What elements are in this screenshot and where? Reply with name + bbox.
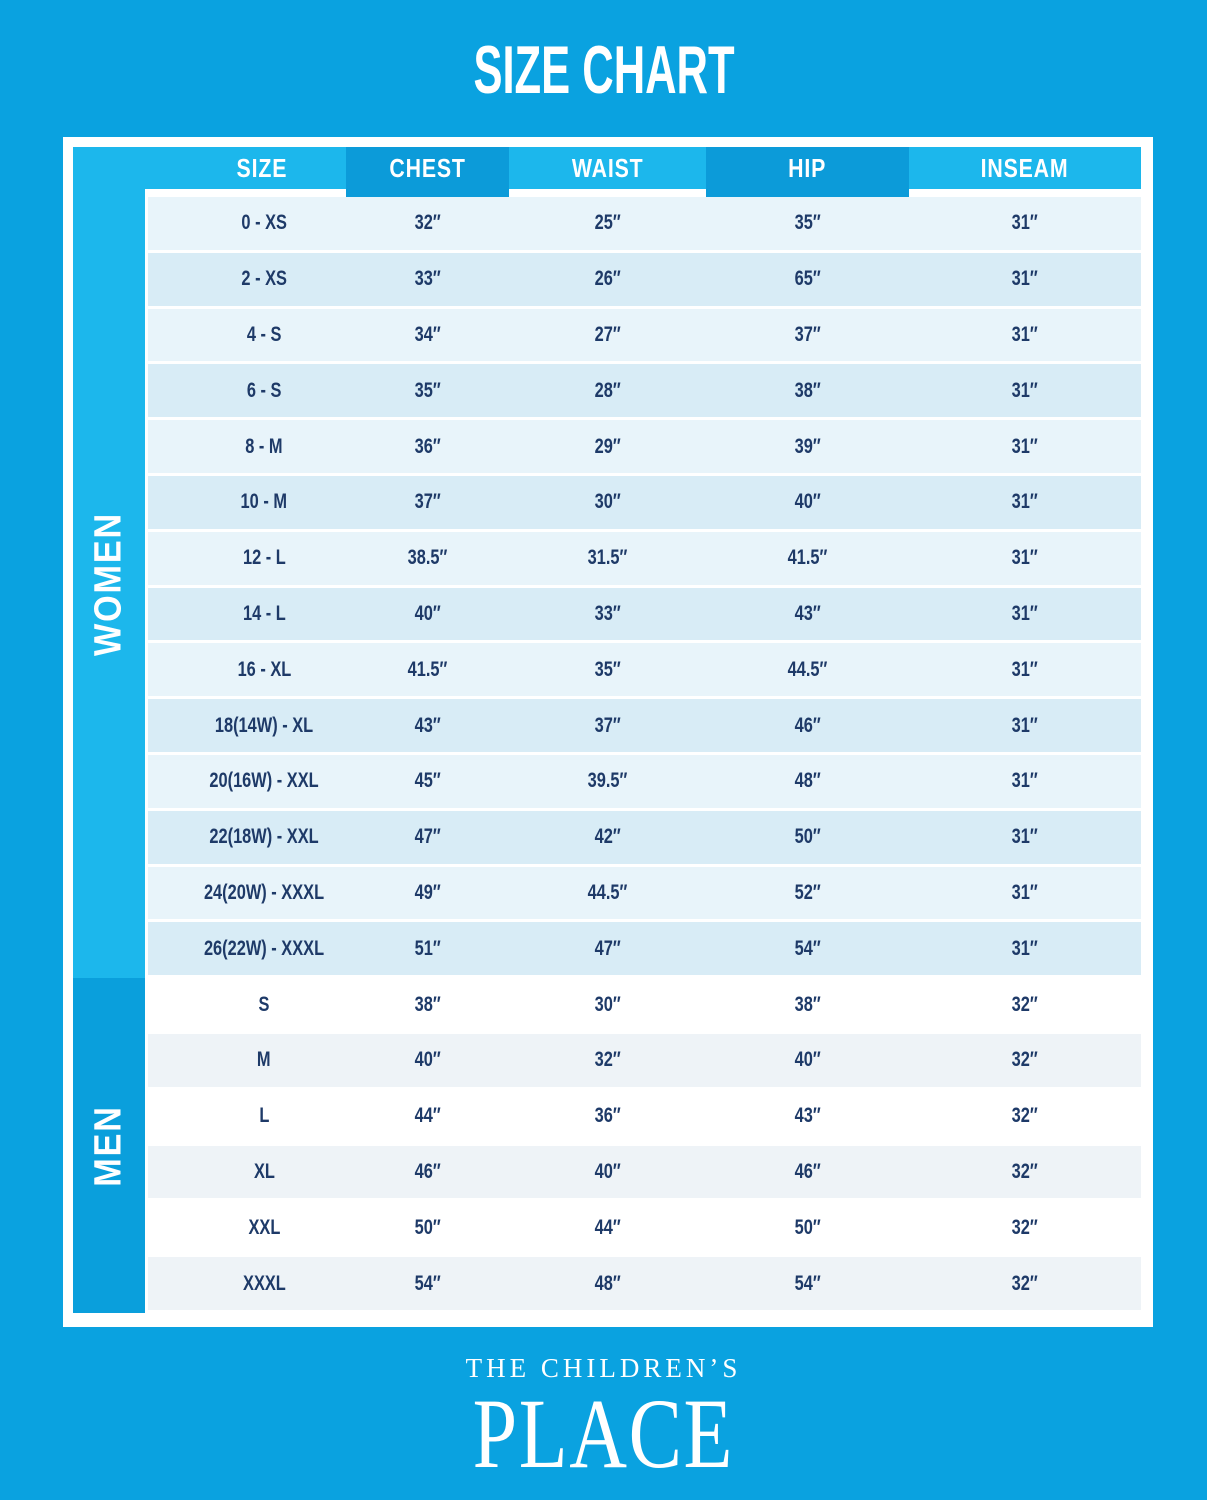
table-row [148,253,1141,309]
cell-waist: 42″ [594,825,621,849]
cell-inseam: 32″ [1011,1271,1039,1295]
cell-chest: 43″ [414,713,441,737]
table-row [148,1146,1141,1202]
cell-hip: 43″ [794,1104,821,1128]
cell-waist: 26″ [594,267,621,291]
table-row [148,699,1141,755]
cell-size: 24(20W) - XXXL [203,880,325,904]
cell-chest: 33″ [414,267,441,291]
cell-waist: 44″ [594,1215,621,1239]
cell-hip: 40″ [794,1048,821,1072]
cell-inseam: 32″ [1011,1104,1039,1128]
cell-inseam: 32″ [1011,992,1039,1016]
cell-chest: 49″ [414,880,441,904]
table-row [148,1090,1141,1146]
cell-chest: 51″ [414,936,441,960]
cell-size: 20(16W) - XXL [209,769,319,793]
cell-inseam: 31″ [1011,713,1039,737]
cell-size: S [258,992,270,1016]
table-header-row [73,147,1141,189]
cell-waist: 40″ [594,1159,621,1183]
cell-inseam: 31″ [1011,211,1039,235]
cell-waist: 29″ [594,434,621,458]
cell-size: M [257,1048,271,1072]
cell-inseam: 31″ [1011,825,1039,849]
cell-hip: 39″ [794,434,821,458]
cell-waist: 32″ [594,1048,621,1072]
cell-inseam: 31″ [1011,880,1039,904]
page-title [0,30,1207,110]
cell-inseam: 31″ [1011,546,1039,570]
cell-chest: 38″ [414,992,441,1016]
cell-inseam: 31″ [1011,601,1039,625]
table-row [148,1034,1141,1090]
cell-waist: 48″ [594,1271,621,1295]
header-cell-chest: CHEST [346,147,509,189]
cell-hip: 43″ [794,601,821,625]
header-cell-inseam: INSEAM [909,147,1141,189]
cell-size: 18(14W) - XL [214,713,314,737]
table-row [148,811,1141,867]
cell-chest: 40″ [414,601,441,625]
table-row [148,197,1141,253]
cell-size: 14 - L [242,601,286,625]
header-cell-size: SIZE [73,147,346,189]
cell-hip: 46″ [794,1159,821,1183]
brand-logo [0,1352,1207,1490]
cell-hip: 54″ [794,1271,821,1295]
table-body [73,189,1141,1313]
table-row [148,978,1141,1034]
cell-chest: 37″ [414,490,441,514]
cell-chest: 32″ [414,211,441,235]
cell-size: 26(22W) - XXXL [203,936,325,960]
cell-hip: 65″ [794,267,821,291]
cell-chest: 35″ [414,378,441,402]
cell-waist: 44.5″ [587,880,628,904]
table-row [148,643,1141,699]
cell-hip: 50″ [794,825,821,849]
brand-name-top: THE CHILDREN’S [465,1353,742,1383]
table-rows [145,189,1141,1313]
cell-waist: 25″ [594,211,621,235]
cell-size: 8 - M [245,434,283,458]
cell-hip: 40″ [794,490,821,514]
cell-chest: 38.5″ [407,546,448,570]
cell-size: XXL [248,1215,280,1239]
cell-inseam: 32″ [1011,1215,1039,1239]
table-row [148,364,1141,420]
cell-hip: 48″ [794,769,821,793]
table-row [148,532,1141,588]
cell-size: 4 - S [246,322,282,346]
table-row [148,867,1141,923]
cell-inseam: 31″ [1011,434,1039,458]
cell-size: XL [253,1159,275,1183]
cell-inseam: 32″ [1011,1048,1039,1072]
page-title-text: SIZE CHART [472,32,735,108]
cell-waist: 28″ [594,378,621,402]
cell-inseam: 31″ [1011,322,1039,346]
table-row [148,1201,1141,1257]
size-table [63,137,1153,1327]
table-row [148,1257,1141,1313]
cell-chest: 41.5″ [407,657,448,681]
cell-inseam: 31″ [1011,769,1039,793]
cell-size: 0 - XS [241,211,287,235]
cell-hip: 41.5″ [787,546,828,570]
cell-waist: 31.5″ [587,546,628,570]
women-section-label: WOMEN [73,189,145,978]
cell-hip: 37″ [794,322,821,346]
header-cell-waist: WAIST [509,147,706,189]
cell-waist: 27″ [594,322,621,346]
cell-waist: 35″ [594,657,621,681]
cell-chest: 44″ [414,1104,441,1128]
cell-waist: 36″ [594,1104,621,1128]
cell-waist: 33″ [594,601,621,625]
cell-size: 10 - M [240,490,288,514]
cell-hip: 44.5″ [787,657,828,681]
table-row [148,420,1141,476]
table-row [148,755,1141,811]
cell-hip: 35″ [794,211,821,235]
cell-hip: 38″ [794,992,821,1016]
cell-chest: 54″ [414,1271,441,1295]
cell-waist: 30″ [594,992,621,1016]
cell-waist: 37″ [594,713,621,737]
cell-inseam: 31″ [1011,490,1039,514]
section-band [73,189,145,1313]
cell-chest: 50″ [414,1215,441,1239]
cell-size: 2 - XS [241,267,287,291]
men-section-label: MEN [73,978,145,1313]
header-cell-hip: HIP [706,147,909,189]
cell-chest: 40″ [414,1048,441,1072]
cell-size: 22(18W) - XXL [209,825,319,849]
cell-chest: 47″ [414,825,441,849]
cell-chest: 36″ [414,434,441,458]
cell-hip: 50″ [794,1215,821,1239]
cell-inseam: 31″ [1011,657,1039,681]
cell-inseam: 31″ [1011,936,1039,960]
cell-inseam: 31″ [1011,378,1039,402]
cell-waist: 30″ [594,490,621,514]
table-row [148,922,1141,978]
cell-size: 12 - L [242,546,286,570]
cell-waist: 47″ [594,936,621,960]
brand-name-main: PLACE [472,1378,735,1490]
cell-inseam: 32″ [1011,1159,1039,1183]
cell-hip: 52″ [794,880,821,904]
table-row [148,309,1141,365]
table-row [148,476,1141,532]
cell-size: L [258,1104,269,1128]
cell-inseam: 31″ [1011,267,1039,291]
cell-hip: 38″ [794,378,821,402]
cell-size: 6 - S [246,378,282,402]
cell-chest: 45″ [414,769,441,793]
table-row [148,588,1141,644]
cell-chest: 46″ [414,1159,441,1183]
cell-chest: 34″ [414,322,441,346]
cell-waist: 39.5″ [587,769,628,793]
cell-size: 16 - XL [237,657,291,681]
cell-hip: 54″ [794,936,821,960]
cell-size: XXXL [242,1271,286,1295]
cell-hip: 46″ [794,713,821,737]
